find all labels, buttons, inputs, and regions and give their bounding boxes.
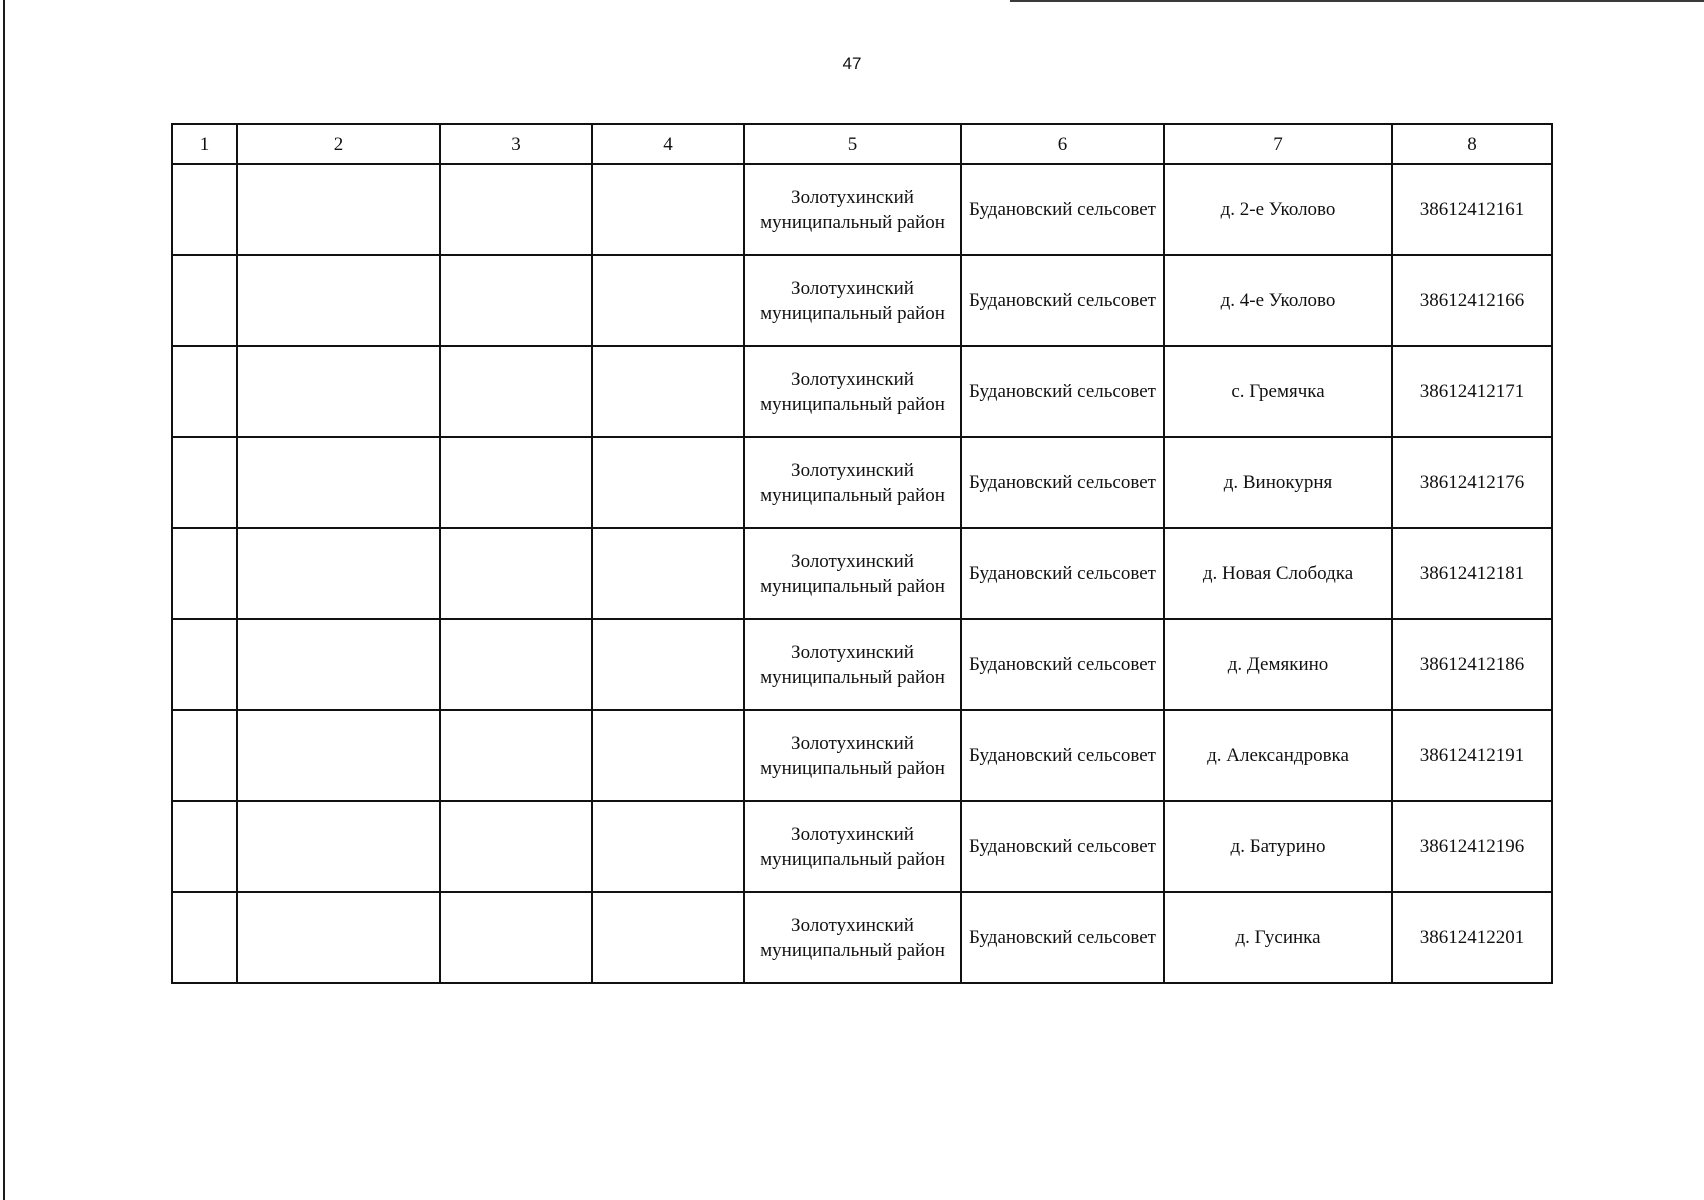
column-header-4: 4: [592, 124, 744, 164]
cell-col-4: [592, 892, 744, 983]
cell-code: 38612412181: [1392, 528, 1552, 619]
cell-council: Будановский сельсовет: [961, 437, 1164, 528]
cell-col-3: [440, 619, 592, 710]
table-row: [172, 346, 1552, 437]
cell-col-1: [172, 892, 237, 983]
column-header-1: 1: [172, 124, 237, 164]
cell-col-2: [237, 346, 440, 437]
cell-col-4: [592, 346, 744, 437]
cell-col-1: [172, 619, 237, 710]
cell-col-4: [592, 528, 744, 619]
table-row: [172, 619, 1552, 710]
column-header-3: 3: [440, 124, 592, 164]
cell-col-2: [237, 255, 440, 346]
cell-council: Будановский сельсовет: [961, 892, 1164, 983]
cell-col-3: [440, 892, 592, 983]
cell-district: Золотухинский муниципальный район: [744, 437, 961, 528]
cell-settlement: д. Новая Слободка: [1164, 528, 1392, 619]
table-row: [172, 255, 1552, 346]
cell-settlement: д. Демякино: [1164, 619, 1392, 710]
cell-council: Будановский сельсовет: [961, 164, 1164, 255]
cell-settlement: д. 4-е Уколово: [1164, 255, 1392, 346]
scan-edge-top: [1010, 0, 1704, 2]
cell-col-1: [172, 164, 237, 255]
cell-council: Будановский сельсовет: [961, 255, 1164, 346]
column-header-8: 8: [1392, 124, 1552, 164]
cell-col-1: [172, 710, 237, 801]
cell-col-3: [440, 710, 592, 801]
cell-council: Будановский сельсовет: [961, 801, 1164, 892]
column-header-6: 6: [961, 124, 1164, 164]
cell-col-1: [172, 528, 237, 619]
cell-council: Будановский сельсовет: [961, 619, 1164, 710]
table-row: [172, 801, 1552, 892]
column-header-7: 7: [1164, 124, 1392, 164]
cell-code: 38612412161: [1392, 164, 1552, 255]
cell-code: 38612412196: [1392, 801, 1552, 892]
data-table: [171, 123, 1553, 984]
cell-code: 38612412201: [1392, 892, 1552, 983]
cell-district: Золотухинский муниципальный район: [744, 255, 961, 346]
table-row: [172, 528, 1552, 619]
cell-col-4: [592, 710, 744, 801]
cell-col-4: [592, 619, 744, 710]
column-header-2: 2: [237, 124, 440, 164]
cell-code: 38612412186: [1392, 619, 1552, 710]
cell-district: Золотухинский муниципальный район: [744, 619, 961, 710]
cell-col-4: [592, 255, 744, 346]
cell-col-3: [440, 164, 592, 255]
cell-code: 38612412191: [1392, 710, 1552, 801]
cell-district: Золотухинский муниципальный район: [744, 528, 961, 619]
cell-col-3: [440, 346, 592, 437]
cell-col-4: [592, 801, 744, 892]
page-number: 47: [842, 54, 862, 73]
cell-code: 38612412171: [1392, 346, 1552, 437]
cell-col-1: [172, 437, 237, 528]
cell-col-2: [237, 619, 440, 710]
cell-code: 38612412176: [1392, 437, 1552, 528]
cell-col-1: [172, 801, 237, 892]
cell-district: Золотухинский муниципальный район: [744, 710, 961, 801]
cell-council: Будановский сельсовет: [961, 710, 1164, 801]
table-row: [172, 710, 1552, 801]
cell-district: Золотухинский муниципальный район: [744, 164, 961, 255]
cell-col-2: [237, 710, 440, 801]
cell-col-2: [237, 437, 440, 528]
table-row: [172, 437, 1552, 528]
cell-district: Золотухинский муниципальный район: [744, 892, 961, 983]
header-row: [172, 124, 1552, 164]
cell-district: Золотухинский муниципальный район: [744, 801, 961, 892]
scan-edge-left: [3, 0, 5, 1200]
cell-district: Золотухинский муниципальный район: [744, 346, 961, 437]
cell-settlement: д. Винокурня: [1164, 437, 1392, 528]
cell-col-1: [172, 255, 237, 346]
cell-col-2: [237, 801, 440, 892]
cell-col-3: [440, 255, 592, 346]
cell-col-2: [237, 892, 440, 983]
cell-council: Будановский сельсовет: [961, 528, 1164, 619]
cell-col-4: [592, 437, 744, 528]
cell-col-1: [172, 346, 237, 437]
cell-col-3: [440, 437, 592, 528]
cell-settlement: д. Александровка: [1164, 710, 1392, 801]
cell-col-3: [440, 528, 592, 619]
cell-settlement: д. 2-е Уколово: [1164, 164, 1392, 255]
cell-council: Будановский сельсовет: [961, 346, 1164, 437]
cell-settlement: с. Гремячка: [1164, 346, 1392, 437]
cell-col-4: [592, 164, 744, 255]
column-header-5: 5: [744, 124, 961, 164]
cell-settlement: д. Гусинка: [1164, 892, 1392, 983]
cell-col-2: [237, 164, 440, 255]
cell-col-2: [237, 528, 440, 619]
cell-settlement: д. Батурино: [1164, 801, 1392, 892]
cell-col-3: [440, 801, 592, 892]
cell-code: 38612412166: [1392, 255, 1552, 346]
table-row: [172, 892, 1552, 983]
table-row: [172, 164, 1552, 255]
